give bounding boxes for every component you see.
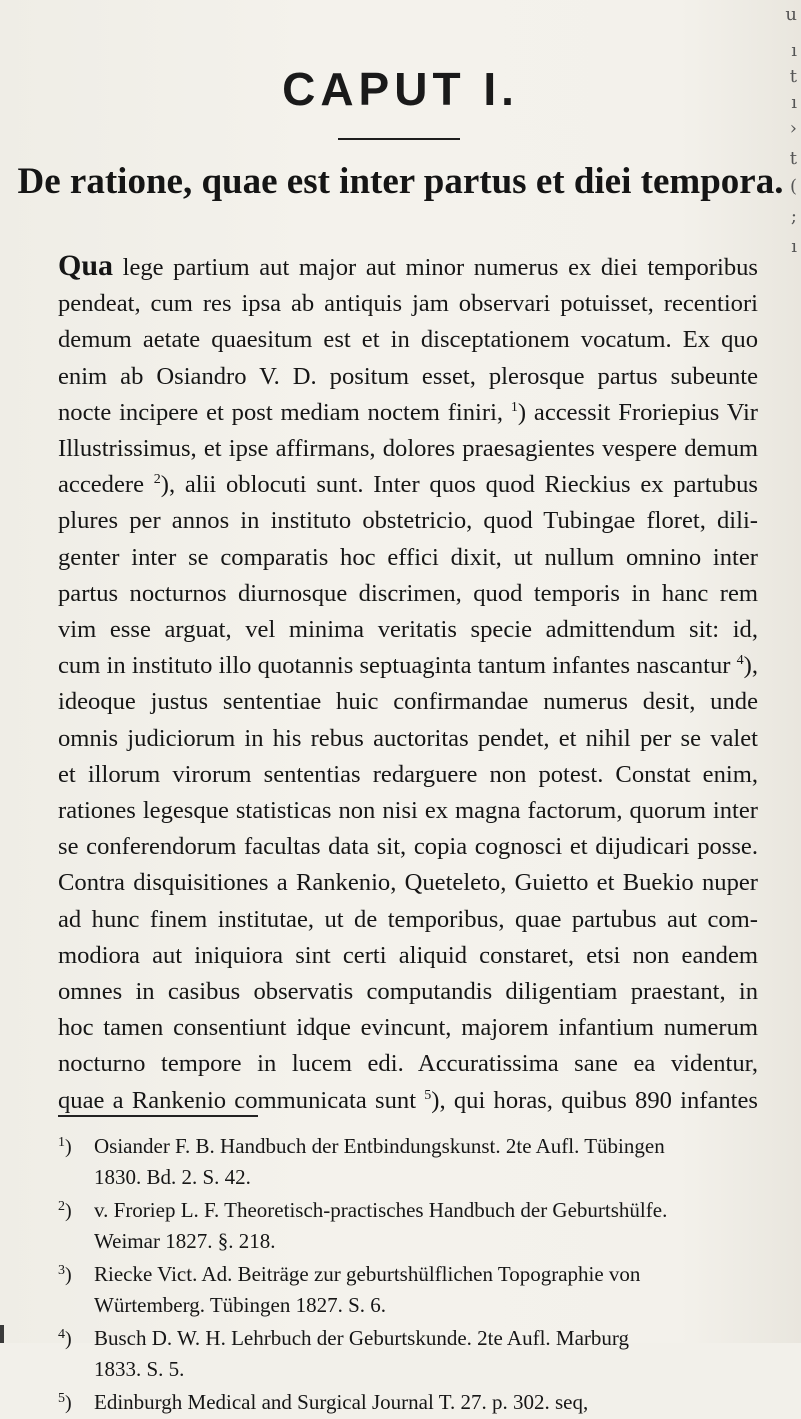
text-line: nocte incipere et post mediam noctem finiri, $^1$) accessit Froriepius Vir (58, 398, 758, 426)
text-line: Qua lege partium aut major aut minor numerus ex diei temporibus (58, 249, 758, 282)
footnote-ref: 1 (510, 399, 518, 415)
text-line: quae a Rankenio communicata sunt $^5$), qui horas, quibus 890 infantes (58, 1086, 759, 1114)
text-line: accedere $^2$), alii oblocuti sunt. Inter quos quod Rieckius ex partubus (58, 471, 758, 499)
footnote-number: 3 ) (58, 1256, 94, 1291)
footnote: 1 ) Osiander F. B. Handbuch der Entbindungskunst. 2te Aufl. Tübingen (58, 1128, 758, 1163)
text-line: cum in instituto illo quotannis septuaginta tantum infantes nascantur $^4$), (58, 652, 758, 680)
footnote-continuation: 1830. Bd. 2. S. 42. (94, 1164, 251, 1189)
text-line: vim esse arguat, vel minima veritatis specie admittendum sit: id, (58, 616, 758, 644)
footnote: 2 ) v. Froriep L. F. Theoretisch-practisches Handbuch der Geburtshülfe. (58, 1192, 758, 1227)
text-line: genter inter se comparatis hoc effici dixit, ut nullum omnino inter (58, 543, 758, 571)
text-line: nocturno tempore in lucem edi. Accuratissima sane ea videntur, (58, 1050, 758, 1078)
footnote: 4 ) Busch D. W. H. Lehrbuch der Geburtskunde. 2te Aufl. Marburg (58, 1320, 758, 1355)
chapter-subtitle: De ratione, quae est inter partus et diei tempora. (17, 161, 784, 202)
text-line: omnis judiciorum in his rebus auctoritas pendet, et nihil per se valet (58, 724, 758, 752)
text-line: omnes in casibus observatis computandis diligentiam praestant, in (58, 978, 758, 1006)
footnote-continuation: Würtemberg. Tübingen 1827. S. 6. (94, 1292, 387, 1317)
text-line: et illorum virorum sententias redarguere non potest. Constat enim, (58, 760, 758, 788)
text-line: hoc tamen consentiunt idque evincunt, majorem infantium numerum (58, 1014, 758, 1042)
text-line: demum aetate quaesitum est et in disceptationem vocatum. Ex quo (58, 326, 758, 354)
footnotes (58, 1128, 758, 1419)
footnote: 3 ) Riecke Vict. Ad. Beiträge zur geburtshülflichen Topographie von (58, 1256, 758, 1291)
footnote-continuation: 1833. S. 5. (94, 1356, 185, 1381)
page-edge-bleed: u ı t ı › t ( ; ı (785, 4, 797, 257)
footnote-ref: 5 (424, 1087, 432, 1103)
footnote-rule (58, 1115, 258, 1117)
text-line: se conferendorum facultas data sit, copia cognosci et dijudicari posse. (58, 833, 758, 861)
body-paragraph (58, 248, 758, 1119)
first-word: Qua (58, 249, 114, 282)
text-line: Illustrissimus, et ipse affirmans, dolores praesagientes vespere demum (58, 435, 758, 463)
text-line: pendeat, cum res ipsa ab antiquis jam observari potuisset, recentiori (58, 290, 758, 318)
footnote-ref: 2 (153, 472, 161, 488)
text-line: partus nocturnos diurnosque discrimen, quod temporis in hanc rem (58, 579, 758, 607)
page-edge-mark (0, 1325, 4, 1343)
text-line: Contra disquisitiones a Rankenio, Queteleto, Guietto et Buekio nuper (58, 869, 758, 897)
footnote-number: 4 ) (58, 1320, 94, 1355)
text-line: modiora aut iniquiora sint certi aliquid constaret, etsi non eandem (58, 941, 758, 969)
footnote-number: 2 ) (58, 1192, 94, 1227)
text-line: ideoque justus sententiae huic confirmandae numerus desit, unde (58, 688, 758, 716)
footnote-number: 5 ) (58, 1384, 94, 1419)
text-line: ad hunc finem institutae, ut de temporibus, quae partubus aut com- (58, 905, 758, 933)
text-line: enim ab Osiandro V. D. positum esset, plerosque partus subeunte (58, 362, 758, 390)
footnote: 5 ) Edinburgh Medical and Surgical Journal T. 27. p. 302. seq, (58, 1384, 758, 1419)
footnote-continuation: Weimar 1827. §. 218. (94, 1228, 276, 1253)
chapter-heading: CAPUT I. (282, 63, 519, 115)
text-line: plures per annos in instituto obstetricio, quod Tubingae floret, dili- (58, 507, 758, 535)
footnote-ref: 4 (736, 653, 744, 669)
heading-rule (338, 138, 460, 140)
footnote-number: 1 ) (58, 1128, 94, 1163)
text-line: rationes legesque statisticas non nisi ex magna factorum, quorum inter (58, 797, 758, 825)
